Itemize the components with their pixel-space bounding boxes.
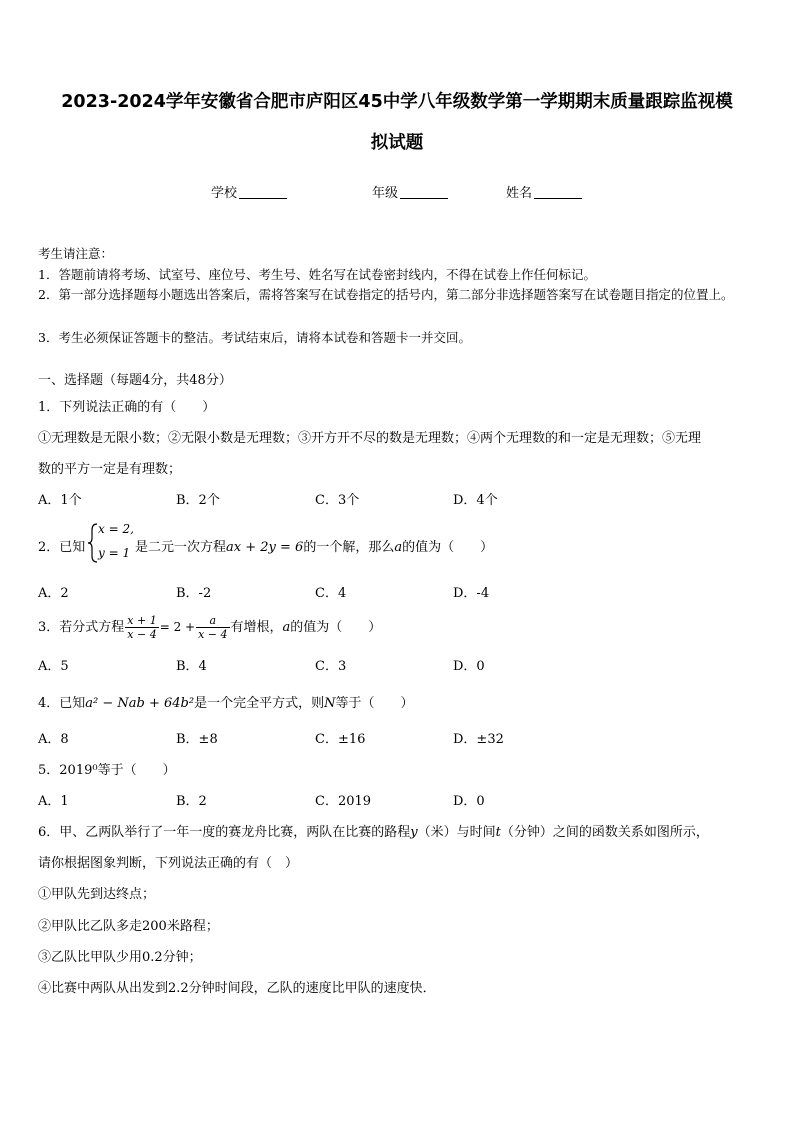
notice-item-1: 1．答题前请将考场、试室号、座位号、考生号、姓名写在试卷密封线内，不得在试卷上作任何标记。	[38, 267, 596, 282]
q2-suffix2: 的值为（ ）	[402, 540, 494, 555]
q3-question-text	[38, 612, 381, 643]
q2-option-c: C．4	[315, 586, 347, 601]
q2-suffix1: 的一个解，那么	[303, 540, 395, 555]
q4-option-a: A．8	[38, 732, 69, 747]
notice-item-2: 2．第一部分选择题每小题选出答案后，需将答案写在试卷指定的括号内，第二部分非选择题答案写在试卷题目指定的位置上。	[38, 287, 734, 302]
grade-blank	[400, 186, 448, 199]
q3-prefix: 3．若分式方程	[38, 620, 125, 635]
q4-question-text	[38, 692, 414, 711]
q4-suffix: 等于（ ）	[335, 696, 414, 711]
q3-frac2-denominator: x − 4	[198, 628, 228, 641]
q6-statement-2: ②甲队比乙队多走200米路程；	[38, 919, 219, 934]
q1-line2: ①无理数是无限小数；②无限小数是无理数；③开方开不尽的数是无理数；④两个无理数的和一定是无理数；⑤无理	[38, 431, 702, 446]
q6-line2: 请你根据图象判断，下列说法正确的有（ ）	[38, 856, 299, 871]
q4-var-n: N	[324, 696, 336, 711]
q3-frac1-denominator: x − 4	[127, 628, 157, 641]
q6-statement-3: ③乙队比甲队少用0.2分钟；	[38, 950, 202, 965]
q5-option-b: B．2	[176, 794, 207, 809]
q2-mid-text: 是二元一次方程	[135, 540, 227, 555]
q3-var-a: a	[282, 620, 291, 635]
q3-fraction-left	[125, 614, 158, 641]
name-field	[506, 182, 582, 201]
section-heading: 一、选择题（每题4分，共48分）	[38, 373, 232, 388]
q5-option-c: C．2019	[315, 794, 372, 809]
q6-statement-1: ①甲队先到达终点；	[38, 887, 156, 902]
q4-mid-text: 是一个完全平方式，则	[194, 696, 325, 711]
q3-option-c: C．3	[315, 659, 347, 674]
q3-suffix1: 有增根，	[230, 620, 283, 635]
q2-equation: ax + 2y = 6	[226, 540, 304, 555]
q2-system-eq2: y = 1	[98, 546, 131, 560]
name-label: 姓名	[506, 186, 533, 201]
q3-frac1-numerator: x + 1	[127, 614, 157, 627]
q4-option-b: B．±8	[176, 732, 218, 747]
q2-question-text	[135, 536, 493, 555]
q2-prefix: 2．已知	[38, 540, 86, 555]
exam-title-line2: 拟试题	[370, 133, 424, 153]
q4-prefix: 4．已知	[38, 696, 86, 711]
school-blank	[239, 186, 287, 199]
q6-var-t: t	[495, 825, 501, 840]
q2-var-a: a	[394, 540, 403, 555]
q4-option-c: C．±16	[315, 732, 366, 747]
grade-label: 年级	[372, 186, 399, 201]
q2-system-eq1: x = 2,	[98, 522, 134, 536]
q1-option-a: A．1个	[38, 493, 82, 508]
q1-option-b: B．2个	[176, 493, 220, 508]
q1-stem: 1．下列说法正确的有（ ）	[38, 400, 216, 415]
grade-field	[372, 182, 448, 201]
q6-statement-4: ④比赛中两队从出发到2.2分钟时间段，乙队的速度比甲队的速度快．	[38, 981, 436, 996]
q2-option-b: B．-2	[176, 586, 212, 601]
q6-line1-b: （米）与时间	[417, 825, 496, 840]
q2-option-d: D．-4	[453, 586, 490, 601]
q6-line1-c: （分钟）之间的函数关系如图所示，	[500, 825, 709, 840]
school-label: 学校	[211, 186, 238, 201]
notice-heading: 考生请注意：	[38, 246, 114, 261]
exam-title-line1: 2023-2024学年安徽省合肥市庐阳区45中学八年级数学第一学期期末质量跟踪监视模	[61, 92, 733, 112]
q6-line1-a: 6．甲、乙两队举行了一年一度的赛龙舟比赛，两队在比赛的路程	[38, 825, 411, 840]
q3-option-b: B．4	[176, 659, 207, 674]
q3-equals-two-plus: = 2 +	[159, 620, 196, 634]
q1-line3: 数的平方一定是有理数；	[38, 462, 182, 477]
q4-option-d: D．±32	[453, 732, 504, 747]
q3-option-d: D．0	[453, 659, 485, 674]
q1-option-c: C．3个	[315, 493, 360, 508]
q5-option-a: A．1	[38, 794, 69, 809]
q2-option-a: A．2	[38, 586, 69, 601]
q3-fraction-right	[196, 614, 229, 641]
q6-var-y: y	[410, 825, 418, 840]
q3-frac2-numerator: a	[196, 614, 229, 628]
q5-option-d: D．0	[453, 794, 485, 809]
q4-expression: a² − Nab + 64b²	[85, 696, 195, 711]
q5-stem: 5．2019⁰等于（ ）	[38, 763, 176, 778]
q3-suffix2: 的值为（ ）	[290, 620, 382, 635]
school-field	[211, 182, 287, 201]
name-blank	[534, 186, 582, 199]
notice-item-3: 3．考生必须保证答题卡的整洁。考试结束后，请将本试卷和答题卡一并交回。	[38, 330, 471, 345]
q6-line1	[38, 821, 709, 840]
q1-option-d: D．4个	[453, 493, 498, 508]
q3-option-a: A．5	[38, 659, 69, 674]
